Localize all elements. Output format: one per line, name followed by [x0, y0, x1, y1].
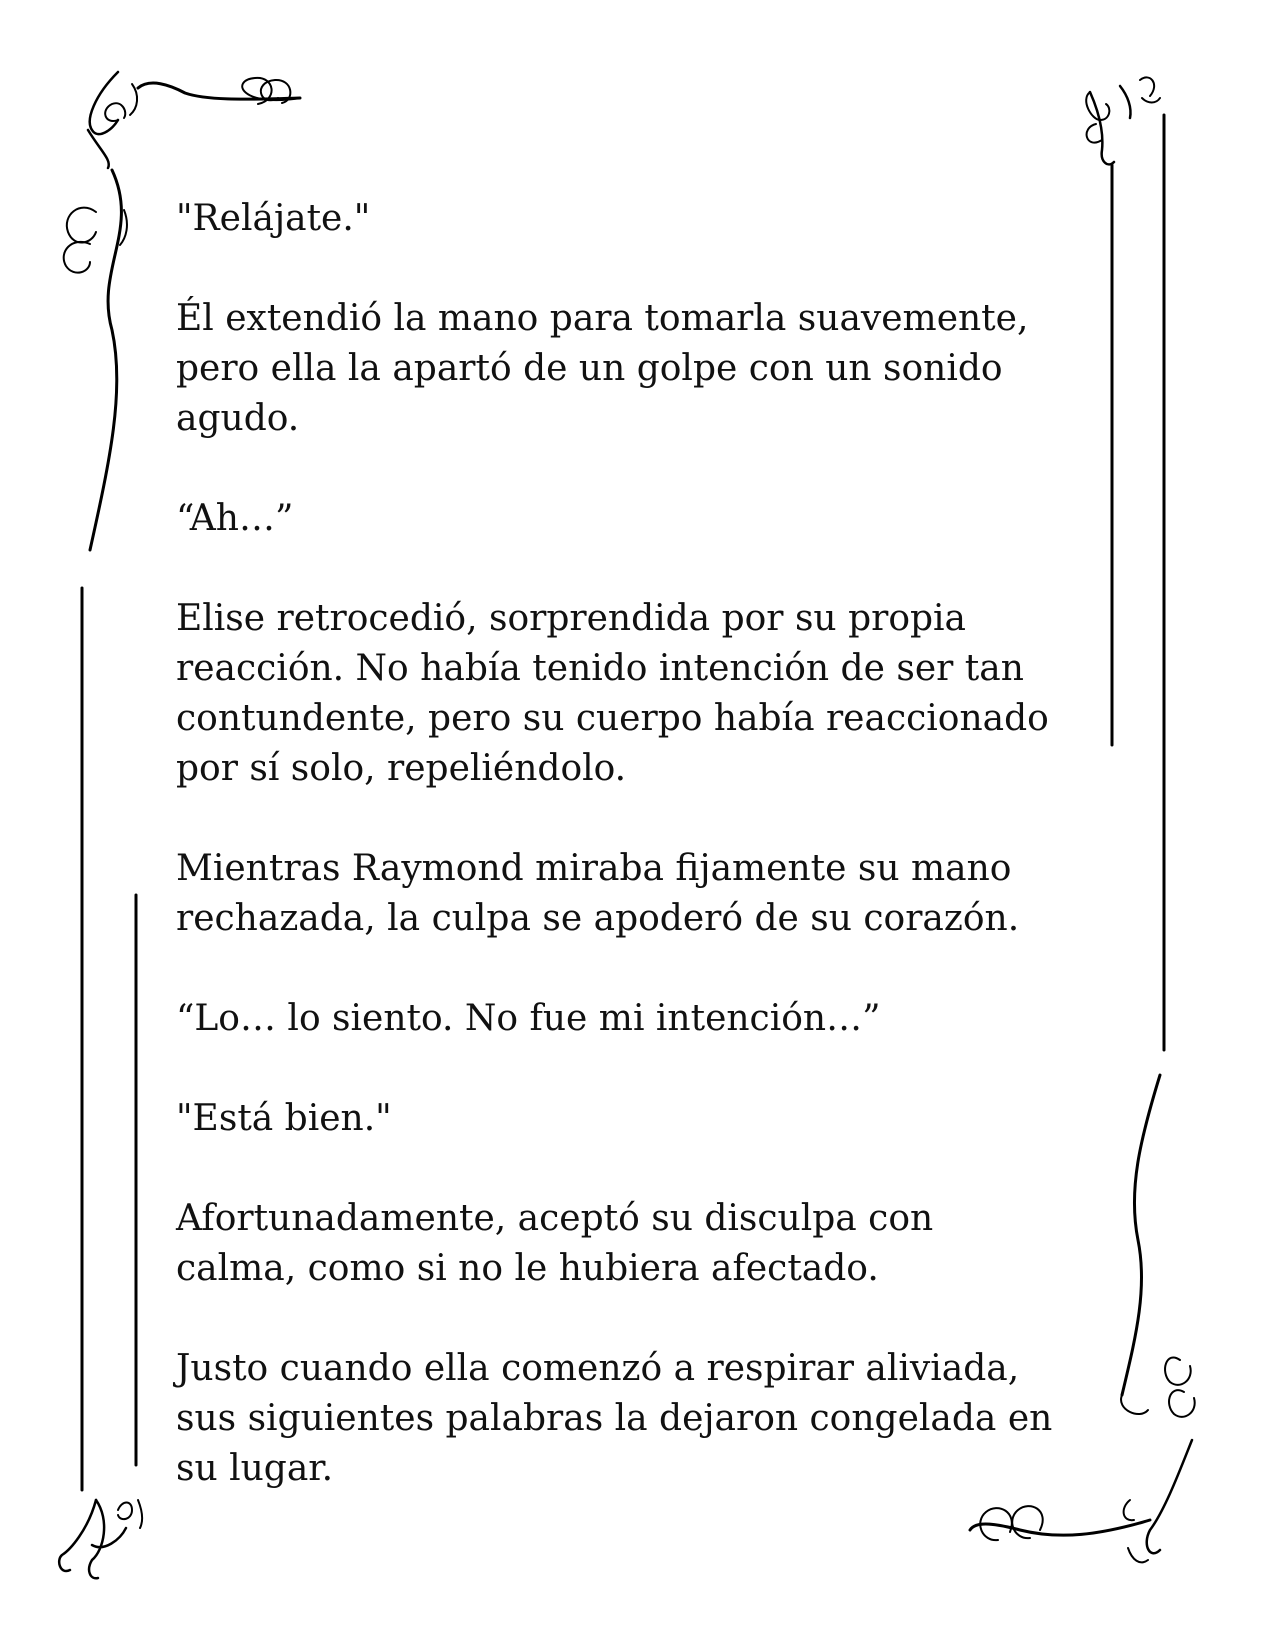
paragraph-5: Mientras Raymond miraba fijamente su mano rechazada, la culpa se apoderó de su corazón. — [176, 848, 1020, 939]
paragraph-4: Elise retrocedió, sorprendida por su propia reacción. No había tenido intención de ser tan contundente, pero su cuerpo había reaccionado por sí solo, repeliéndolo. — [176, 598, 1049, 789]
paragraph-1: "Relájate." — [176, 198, 371, 239]
paragraph-6: “Lo… lo siento. No fue mi intención…” — [176, 998, 881, 1039]
paragraph-2: Él extendió la mano para tomarla suavemente, pero ella la apartó de un golpe con un sonido agudo. — [176, 298, 1029, 439]
top-right-flourish — [1086, 77, 1160, 164]
paragraph-7: "Está bien." — [176, 1098, 392, 1139]
paragraph-9: Justo cuando ella comenzó a respirar aliviada, sus siguientes palabras la dejaron congelada en su lugar. — [176, 1348, 1053, 1489]
paragraph-3: “Ah…” — [176, 498, 294, 539]
bottom-left-flourish — [59, 1500, 142, 1578]
paragraph-8: Afortunadamente, aceptó su disculpa con calma, como si no le hubiera afectado. — [176, 1198, 934, 1289]
story-text — [176, 194, 1106, 1494]
